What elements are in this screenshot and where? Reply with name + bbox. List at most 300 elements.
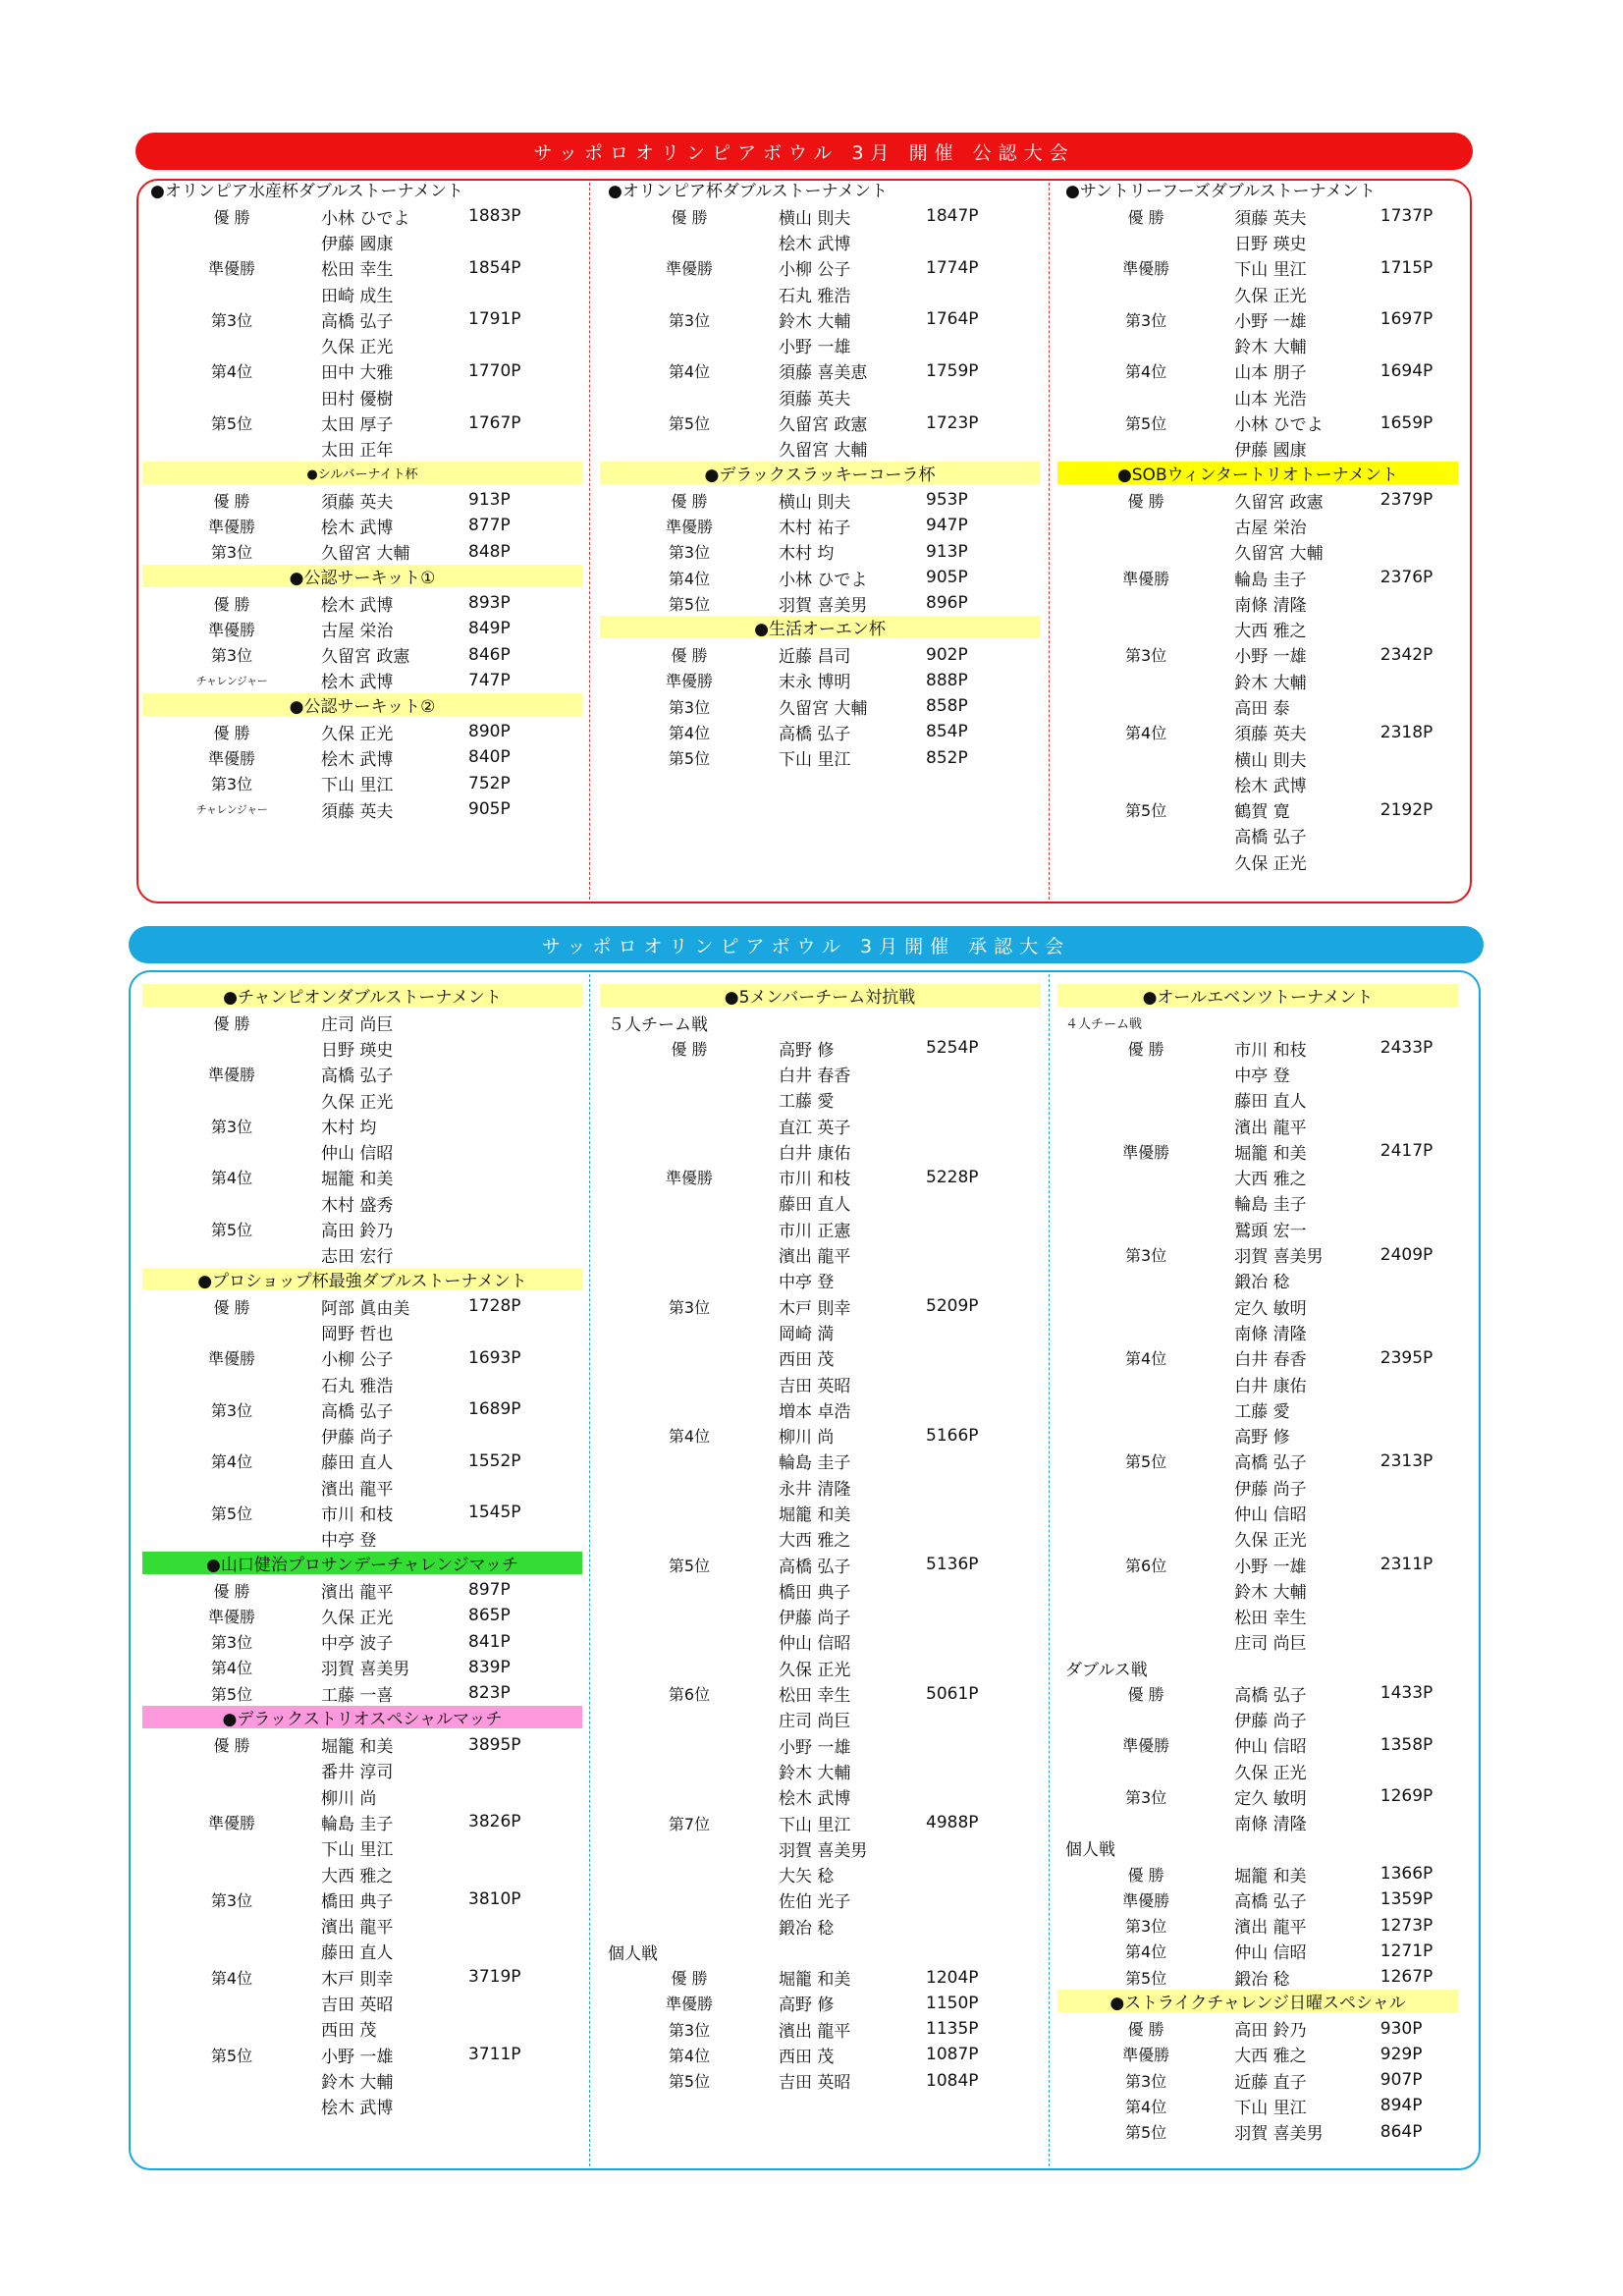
result-row (600, 1629, 1040, 1655)
player-name: 工藤 一喜 (321, 1685, 394, 1706)
tournament-title: ●オリンピア杯ダブルストーナメント (608, 182, 888, 201)
player-name: 高橋 弘子 (321, 1066, 394, 1087)
score: 913P (468, 490, 511, 511)
official-col-1 (142, 178, 582, 822)
player-name: 須藤 英夫 (321, 492, 394, 513)
result-row (142, 203, 582, 229)
player-name: 中亭 登 (321, 1531, 377, 1552)
placing: 第4位 (668, 1427, 711, 1447)
player-name: 古屋 栄治 (321, 621, 394, 641)
placing: 優 勝 (1127, 1684, 1164, 1704)
tournament-block (600, 616, 1040, 770)
result-row (600, 436, 1040, 462)
placing: 準優勝 (207, 620, 255, 639)
score: 1150P (926, 1993, 979, 2013)
tournament-block (142, 693, 582, 822)
approved-divider-1 (589, 974, 590, 2166)
player-name: 堀籠 和美 (1234, 1866, 1307, 1886)
placing: 優 勝 (213, 1297, 250, 1317)
placing: 第5位 (210, 1221, 253, 1240)
player-name: 伊藤 尚子 (321, 1428, 394, 1449)
player-name: 高橋 弘子 (779, 1557, 851, 1577)
player-name: 堀籠 和美 (779, 1504, 851, 1525)
player-name: 南條 清隆 (1234, 1324, 1307, 1344)
result-row (1057, 2015, 1458, 2041)
placing: 第5位 (210, 1503, 253, 1523)
player-name: 太田 厚子 (321, 415, 394, 436)
player-name: 濱出 龍平 (321, 1582, 394, 1603)
player-name: 藤田 直人 (779, 1195, 851, 1216)
result-row (600, 1680, 1040, 1706)
placing: 優 勝 (213, 1581, 250, 1601)
score: 947P (926, 516, 968, 536)
placing: 第4位 (210, 1169, 253, 1188)
result-row (1057, 1964, 1458, 1990)
result-row (1057, 1577, 1458, 1603)
result-row (142, 744, 582, 770)
result-row (600, 1216, 1040, 1241)
result-row (142, 1577, 582, 1603)
approved-col-2 (600, 984, 1040, 2094)
official-divider-1 (589, 183, 590, 900)
player-name: 久保 正光 (1234, 286, 1307, 306)
player-name: 末永 博明 (779, 673, 851, 693)
score: 913P (926, 541, 968, 562)
player-name: 下山 里江 (321, 1840, 394, 1861)
placing: 第7位 (668, 1814, 711, 1833)
result-row (600, 1887, 1040, 1913)
tournament-block (142, 178, 582, 462)
tournament-block (1057, 462, 1458, 874)
player-name: 高田 鈴乃 (1234, 2021, 1307, 2042)
player-name: 松田 幸生 (779, 1686, 851, 1707)
score: 897P (468, 1580, 511, 1601)
player-name: 久留宮 大輔 (779, 441, 868, 462)
result-row (1057, 668, 1458, 693)
score: 1135P (926, 2019, 979, 2040)
result-row (1057, 281, 1458, 306)
player-name: 南條 清隆 (1234, 595, 1307, 616)
player-name: 須藤 英夫 (779, 389, 851, 410)
placing: 第3位 (210, 646, 253, 666)
placing: 準優勝 (1122, 259, 1170, 279)
player-name: 久保 正光 (321, 724, 394, 744)
score: 3810P (468, 1889, 521, 1910)
placing: 優 勝 (671, 1039, 708, 1059)
result-row (600, 719, 1040, 744)
player-name: 仲山 信昭 (321, 1144, 394, 1165)
result-row (600, 281, 1040, 306)
tournament-title: ●サントリーフーズダブルストーナメント (1065, 182, 1376, 201)
player-name: 近藤 昌司 (779, 647, 851, 668)
placing: 準優勝 (207, 517, 255, 536)
placing: 第4位 (1125, 362, 1167, 382)
result-row (1057, 1680, 1458, 1706)
result-row (600, 1913, 1040, 1939)
score: 864P (1380, 2121, 1423, 2142)
placing: 準優勝 (665, 259, 713, 279)
player-name: 橋田 典子 (321, 1891, 394, 1912)
placing: 優 勝 (671, 207, 708, 227)
player-name: 輪島 圭子 (779, 1453, 851, 1474)
placing: 第4位 (668, 2046, 711, 2065)
score: 1659P (1380, 412, 1434, 433)
score: 1759P (926, 360, 979, 381)
result-row (600, 1526, 1040, 1552)
result-row (1057, 1758, 1458, 1783)
result-row (600, 1241, 1040, 1267)
score: 1433P (1380, 1683, 1434, 1704)
result-row (600, 1758, 1040, 1783)
placing: 第4位 (1125, 1942, 1167, 1962)
placing: チャレンジャー (195, 674, 268, 687)
placing: 第3位 (668, 2020, 711, 2040)
player-name: 近藤 直子 (1234, 2072, 1307, 2093)
official-col-3 (1057, 178, 1458, 874)
player-name: 西田 茂 (779, 1350, 835, 1371)
result-row (1057, 332, 1458, 357)
player-name: 橋田 典子 (779, 1582, 851, 1603)
score: 3711P (468, 2045, 521, 2065)
result-row (142, 1087, 582, 1113)
player-name: 小野 一雄 (779, 1737, 851, 1758)
result-row (142, 1035, 582, 1061)
placing: 第3位 (1125, 1787, 1167, 1807)
score: 858P (926, 696, 968, 717)
score: 747P (468, 670, 511, 690)
player-name: 輪島 圭子 (321, 1814, 394, 1834)
player-name: 鈴木 大輔 (1234, 338, 1307, 358)
score: 1767P (468, 412, 521, 433)
player-name: 高野 修 (1234, 1428, 1290, 1449)
result-row (142, 1809, 582, 1834)
player-name: 伊藤 國康 (1234, 441, 1307, 462)
player-name: 須藤 英夫 (1234, 725, 1307, 745)
score: 1552P (468, 1450, 521, 1471)
result-row (142, 1731, 582, 1757)
placing: 準優勝 (207, 259, 255, 279)
player-name: 高橋 弘子 (321, 311, 394, 332)
player-name: 田崎 成生 (321, 286, 394, 306)
result-row (600, 1268, 1040, 1293)
player-name: 白井 康佑 (779, 1143, 851, 1164)
score: 3895P (468, 1734, 521, 1755)
result-row (600, 1319, 1040, 1344)
result-row (142, 1835, 582, 1861)
result-row (142, 1990, 582, 2015)
player-name: 濱出 龍平 (779, 1247, 851, 1268)
result-row (142, 2016, 582, 2042)
player-name: 白井 康佑 (1234, 1376, 1307, 1396)
result-row (1057, 1706, 1458, 1731)
score: 2311P (1380, 1555, 1434, 1575)
player-name: 高橋 弘子 (321, 1401, 394, 1422)
result-row (1057, 1396, 1458, 1422)
score: 1273P (1380, 1915, 1434, 1936)
player-name: 堀籠 和美 (1234, 1143, 1307, 1164)
result-row (600, 358, 1040, 384)
result-row (1057, 1886, 1458, 1912)
player-name: 伊藤 尚子 (1234, 1479, 1307, 1500)
result-row (1057, 797, 1458, 823)
placing: 準優勝 (207, 1813, 255, 1832)
result-row (600, 332, 1040, 357)
player-name: 羽賀 喜美男 (779, 595, 868, 616)
tournament-block (142, 462, 582, 565)
placing: 準優勝 (665, 517, 713, 536)
score: 1271P (1380, 1941, 1434, 1961)
result-row (600, 1190, 1040, 1216)
player-name: 増本 卓浩 (779, 1401, 851, 1422)
score: 840P (468, 747, 511, 768)
tournament-block (1057, 1655, 1458, 1835)
placing: 第4位 (668, 569, 711, 588)
result-row (142, 1345, 582, 1371)
player-name: 藤田 直人 (321, 1453, 394, 1474)
player-name: 庄司 尚巨 (779, 1712, 851, 1732)
placing: 優 勝 (1127, 1039, 1164, 1059)
result-row (142, 1165, 582, 1190)
placing: 準優勝 (1122, 1890, 1170, 1910)
placing: 準優勝 (207, 748, 255, 768)
result-row (142, 281, 582, 306)
result-row (1057, 2042, 1458, 2067)
player-name: 須藤 喜美恵 (779, 363, 868, 384)
score: 3826P (468, 1812, 521, 1832)
approved-divider-2 (1049, 974, 1050, 2166)
player-name: 伊藤 尚子 (1234, 1712, 1307, 1732)
player-name: 鍛冶 稔 (1234, 1969, 1290, 1990)
player-name: 桧木 武博 (1234, 776, 1307, 796)
score: 2417P (1380, 1141, 1434, 1162)
approved-col-1 (142, 984, 582, 2119)
placing: 優 勝 (671, 491, 708, 511)
player-name: 久留宮 政憲 (321, 647, 410, 668)
placing: 準優勝 (1122, 1142, 1170, 1162)
player-name: 石丸 雅浩 (779, 286, 851, 306)
score: 2379P (1380, 490, 1434, 511)
placing: 優 勝 (671, 1969, 708, 1989)
score: 1764P (926, 309, 979, 330)
score: 839P (468, 1657, 511, 1677)
tournament-block (1057, 178, 1458, 462)
result-row (1057, 513, 1458, 538)
placing: 優 勝 (213, 723, 250, 742)
score: 1087P (926, 2045, 979, 2065)
player-name: 石丸 雅浩 (321, 1376, 394, 1396)
result-row (142, 2094, 582, 2119)
placing: 第5位 (210, 2046, 253, 2065)
player-name: 庄司 尚巨 (1234, 1634, 1307, 1655)
player-name: 吉田 英昭 (321, 1995, 394, 2016)
player-name: 小柳 公子 (321, 1350, 394, 1371)
player-name: 横山 則夫 (779, 492, 851, 513)
player-name: 鈴木 大輔 (1234, 673, 1307, 693)
result-row (600, 203, 1040, 229)
result-row (1057, 1732, 1458, 1758)
tournament-title: ●デラックスラッキーコーラ杯 (600, 462, 1040, 484)
player-name: 岡崎 満 (779, 1324, 835, 1344)
result-row (1057, 823, 1458, 848)
result-row (1057, 203, 1458, 229)
result-row (600, 590, 1040, 616)
score: 1737P (1380, 206, 1434, 227)
score: 823P (468, 1683, 511, 1704)
player-name: 古屋 栄治 (1234, 518, 1307, 538)
tournament-block (1057, 1990, 1458, 2144)
player-name: 桧木 武博 (321, 595, 394, 616)
placing: 準優勝 (207, 1607, 255, 1626)
score: 849P (468, 619, 511, 639)
player-name: 伊藤 尚子 (779, 1609, 851, 1629)
player-name: 輪島 圭子 (1234, 570, 1307, 590)
result-row (142, 1242, 582, 1268)
player-name: 大西 雅之 (1234, 622, 1307, 642)
player-name: 下山 里江 (1234, 2098, 1307, 2118)
player-name: 羽賀 喜美男 (1234, 2124, 1324, 2145)
tournament-block (600, 1939, 1040, 2093)
result-row (1057, 720, 1458, 745)
player-name: 久保 正光 (321, 1092, 394, 1113)
placing: 第4位 (210, 1452, 253, 1472)
result-row (600, 513, 1040, 538)
division-label: ５人チーム戦 (608, 1014, 708, 1035)
player-name: 高田 泰 (1234, 698, 1290, 719)
player-name: 濱出 龍平 (321, 1918, 394, 1939)
result-row (600, 255, 1040, 281)
player-name: 高野 修 (779, 1040, 835, 1061)
placing: 準優勝 (1122, 2046, 1170, 2065)
result-row (142, 1964, 582, 1990)
placing: 第4位 (1125, 1349, 1167, 1369)
player-name: 輪島 圭子 (1234, 1195, 1307, 1216)
result-row (1057, 616, 1458, 641)
division-label: 個人戦 (1065, 1840, 1115, 1861)
result-row (600, 306, 1040, 332)
player-name: 羽賀 喜美男 (1234, 1247, 1324, 1268)
tournament-block (142, 565, 582, 693)
result-row (1057, 693, 1458, 719)
tournament-title: ●公認サーキット② (142, 693, 582, 716)
result-row (1057, 1113, 1458, 1138)
result-row (600, 410, 1040, 435)
player-name: 木村 盛秀 (321, 1195, 394, 1216)
placing: 優 勝 (213, 594, 250, 614)
player-name: 白井 春香 (1234, 1350, 1307, 1371)
result-row (1057, 358, 1458, 384)
result-row (600, 1396, 1040, 1422)
player-name: 大西 雅之 (1234, 1170, 1307, 1190)
player-name: 鈴木 大輔 (321, 2072, 394, 2093)
tournament-title: ●シルバーナイト杯 (142, 462, 582, 484)
player-name: 定久 敏明 (1234, 1788, 1307, 1809)
result-row (1057, 1604, 1458, 1629)
placing: 第5位 (1125, 801, 1167, 821)
result-row (142, 1062, 582, 1087)
placing: 第5位 (668, 594, 711, 614)
player-name: 桧木 武博 (321, 2099, 394, 2119)
result-row (142, 1939, 582, 1964)
player-name: 堀籠 和美 (321, 1170, 394, 1190)
result-row (600, 1500, 1040, 1525)
result-row (1057, 642, 1458, 668)
player-name: 市川 和枝 (779, 1170, 851, 1190)
tournament-block (142, 1552, 582, 1706)
division-label: ダブルス戦 (1065, 1660, 1148, 1680)
placing: 準優勝 (665, 1169, 713, 1188)
result-row (1057, 1319, 1458, 1344)
result-row (600, 1784, 1040, 1810)
placing: 第3位 (210, 310, 253, 330)
result-row (1057, 1500, 1458, 1525)
score: 893P (468, 593, 511, 613)
result-row (142, 410, 582, 435)
score: 841P (468, 1631, 511, 1652)
placing: 優 勝 (1127, 2020, 1164, 2040)
result-row (142, 306, 582, 332)
placing: 第3位 (1125, 1917, 1167, 1937)
score: 846P (468, 644, 511, 665)
result-row (1057, 1190, 1458, 1216)
result-row (142, 1913, 582, 1939)
score: 1359P (1380, 1889, 1434, 1910)
player-name: 鶴賀 寛 (1234, 802, 1290, 823)
player-name: 小柳 公子 (779, 260, 851, 281)
player-name: 山本 朋子 (1234, 363, 1307, 384)
placing: 第6位 (1125, 1556, 1167, 1575)
division-label: 個人戦 (608, 1943, 658, 1964)
score: 5166P (926, 1425, 979, 1446)
player-name: 阿部 眞由美 (321, 1298, 410, 1319)
player-name: 羽賀 喜美男 (321, 1660, 410, 1680)
placing: 優 勝 (1127, 1865, 1164, 1885)
result-row (142, 1783, 582, 1809)
result-row (1057, 745, 1458, 771)
tournament-title: ●5メンバーチーム対抗戦 (600, 984, 1040, 1007)
score: 1366P (1380, 1864, 1434, 1885)
player-name: 木村 祐子 (779, 518, 851, 538)
placing: 第4位 (668, 723, 711, 742)
result-row (600, 745, 1040, 771)
tournament-title: ●生活オーエン杯 (600, 616, 1040, 638)
result-row (600, 539, 1040, 565)
score: 907P (1380, 2070, 1423, 2091)
player-name: 山本 光浩 (1234, 389, 1307, 410)
player-name: 横山 則夫 (779, 208, 851, 229)
player-name: 市川 和枝 (321, 1504, 394, 1525)
score: 894P (1380, 2096, 1423, 2116)
result-row (600, 1113, 1040, 1138)
player-name: 高橋 弘子 (779, 724, 851, 744)
result-row (1057, 1087, 1458, 1113)
placing: 第5位 (1125, 1452, 1167, 1472)
result-row (142, 771, 582, 796)
result-row (600, 1552, 1040, 1577)
tournament-title: ●山口健治プロサンデーチャレンジマッチ (142, 1552, 582, 1574)
tournament-block (600, 178, 1040, 462)
placing: 第5位 (668, 1556, 711, 1575)
placing: 優 勝 (213, 1736, 250, 1756)
result-row (1057, 1629, 1458, 1655)
placing: 第5位 (1125, 1968, 1167, 1988)
result-row (142, 1680, 582, 1706)
placing: 第3位 (210, 543, 253, 563)
result-row (1057, 2119, 1458, 2145)
player-name: 羽賀 喜美男 (779, 1840, 868, 1861)
result-row (1057, 1783, 1458, 1809)
score: 1267P (1380, 1967, 1434, 1988)
tournament-title: ●ストライクチャレンジ日曜スペシャル (1057, 1990, 1458, 2012)
